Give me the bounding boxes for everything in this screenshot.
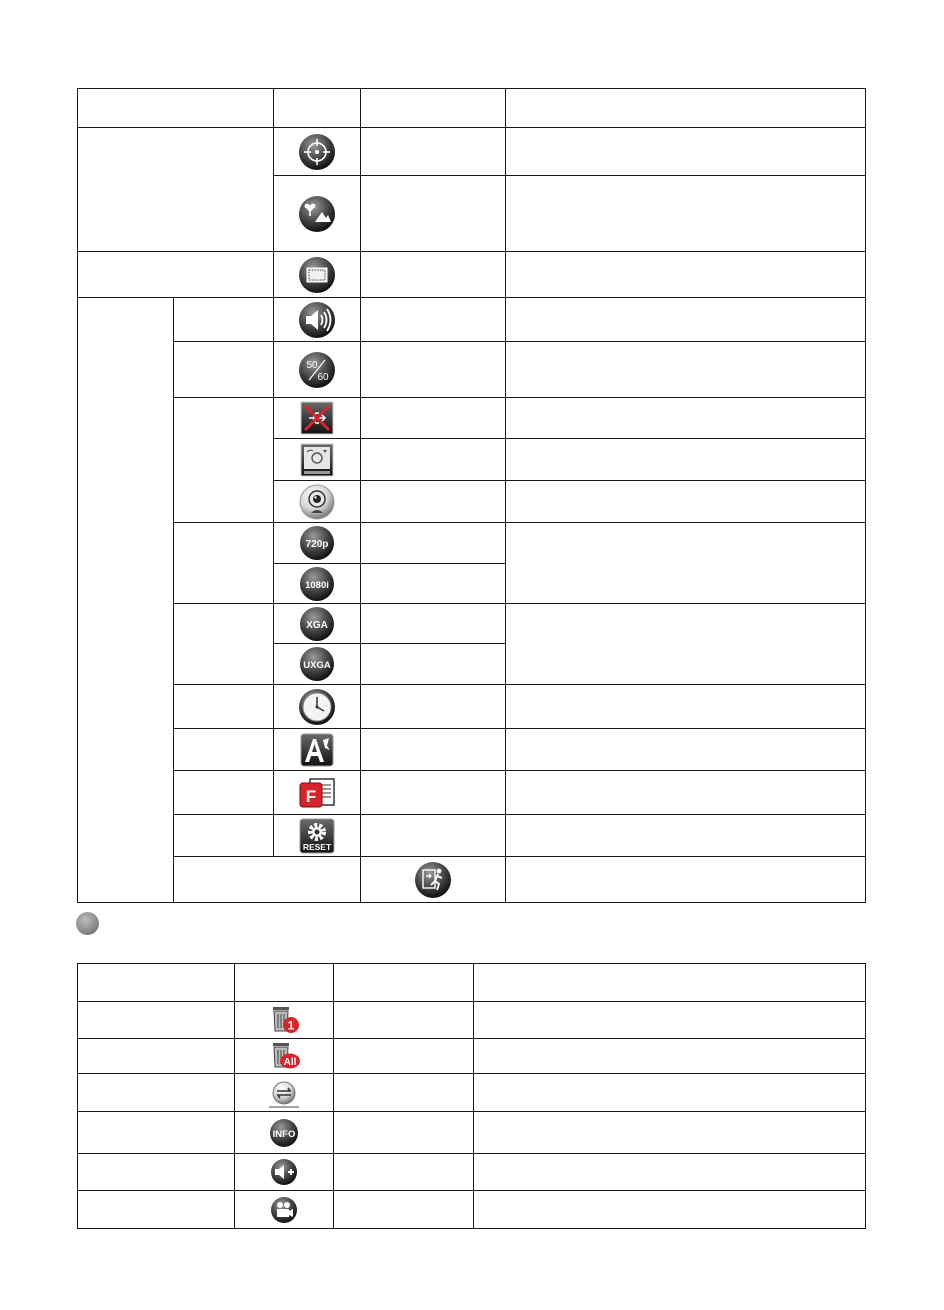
header-cell [235, 964, 334, 1002]
name-cell [361, 604, 506, 644]
function-cell [78, 1074, 235, 1112]
icon-cell [274, 523, 361, 564]
name-cell [361, 771, 506, 815]
svg-text:F: F [305, 786, 317, 806]
function-cell [78, 1039, 235, 1074]
screen-frame-icon[interactable] [297, 255, 337, 295]
icon-cell [235, 1074, 334, 1112]
description-cell [474, 1002, 866, 1039]
table-row [78, 685, 866, 729]
svg-text:1080i: 1080i [305, 579, 329, 591]
description-cell [506, 342, 866, 398]
description-cell [506, 685, 866, 729]
header-cell [78, 964, 235, 1002]
table-row [78, 398, 866, 439]
icon-cell [235, 1191, 334, 1229]
name-cell [334, 1039, 474, 1074]
icon-cell [235, 1002, 334, 1039]
description-cell [506, 298, 866, 342]
delete-all-icon[interactable] [267, 1041, 301, 1071]
table-row [78, 252, 866, 298]
description-cell [506, 815, 866, 857]
header-cell [78, 89, 274, 128]
icon-cell [274, 252, 361, 298]
subcategory-cell [174, 604, 274, 685]
description-cell [506, 176, 866, 252]
menu-function-table [77, 88, 866, 903]
name-cell [506, 857, 866, 903]
tv-1080i-icon[interactable] [298, 566, 336, 602]
svg-text:XGA: XGA [306, 619, 328, 631]
description-cell [474, 1191, 866, 1229]
description-cell [506, 128, 866, 176]
table-row [78, 298, 866, 342]
name-cell [361, 815, 506, 857]
icon-cell [274, 298, 361, 342]
icon-cell [274, 729, 361, 771]
function-cell [78, 1002, 235, 1039]
table-row [78, 1039, 866, 1074]
description-cell [474, 1112, 866, 1154]
svg-text:INFO: INFO [272, 1128, 296, 1140]
table-row [78, 1002, 866, 1039]
category-cell [78, 128, 274, 252]
category-cell [174, 857, 361, 903]
table-row [78, 128, 866, 176]
description-cell [506, 439, 866, 481]
vga-uxga-icon[interactable] [298, 646, 336, 682]
svg-text:All: All [283, 1057, 297, 1068]
subcategory-cell [174, 298, 274, 342]
subcategory-cell [174, 342, 274, 398]
icon-cell [274, 398, 361, 439]
playback-function-table [77, 963, 866, 1229]
usb-disabled-icon[interactable] [299, 400, 335, 436]
description-cell [506, 604, 866, 685]
svg-text:50: 50 [306, 359, 318, 371]
function-cell [78, 1154, 235, 1191]
name-cell [361, 644, 506, 685]
table-row [78, 1112, 866, 1154]
name-cell [361, 176, 506, 252]
table-header-row [78, 89, 866, 128]
icon-cell [274, 176, 361, 252]
icon-cell [235, 1039, 334, 1074]
name-cell [334, 1074, 474, 1112]
subcategory-cell [174, 685, 274, 729]
table-row [78, 729, 866, 771]
table-row [78, 523, 866, 564]
function-cell [78, 1191, 235, 1229]
name-cell [361, 128, 506, 176]
volume-icon[interactable] [267, 1157, 301, 1187]
table-row [78, 604, 866, 644]
description-cell [506, 398, 866, 439]
header-cell [274, 89, 361, 128]
svg-text:60: 60 [317, 371, 329, 383]
icon-cell [274, 644, 361, 685]
svg-text:720p: 720p [305, 539, 329, 550]
format-icon[interactable] [298, 775, 336, 811]
name-cell [361, 685, 506, 729]
tv-720p-icon[interactable] [298, 525, 336, 561]
table-row [78, 342, 866, 398]
header-cell [334, 964, 474, 1002]
delete-one-icon[interactable] [267, 1005, 301, 1035]
table-row [78, 771, 866, 815]
subcategory-cell [174, 398, 274, 523]
description-cell [506, 252, 866, 298]
name-cell [334, 1002, 474, 1039]
icon-cell [274, 564, 361, 604]
category-cell [78, 252, 274, 298]
name-cell [361, 342, 506, 398]
language-icon[interactable] [299, 732, 335, 768]
name-cell [361, 729, 506, 771]
category-cell [78, 298, 174, 903]
icon-cell [235, 1154, 334, 1191]
header-cell [474, 964, 866, 1002]
macro-flower-mountain-icon[interactable] [297, 194, 337, 234]
name-cell [361, 481, 506, 523]
table-header-row [78, 964, 866, 1002]
subcategory-cell [174, 815, 274, 857]
icon-cell [274, 604, 361, 644]
icon-cell [274, 685, 361, 729]
icon-cell [235, 1112, 334, 1154]
clock-icon[interactable] [297, 687, 337, 727]
vga-xga-icon[interactable] [298, 606, 336, 642]
description-cell [506, 481, 866, 523]
table-row [78, 857, 866, 903]
svg-text:RESET: RESET [302, 841, 332, 852]
description-cell [474, 1154, 866, 1191]
subcategory-cell [174, 771, 274, 815]
frequency-50-60-icon[interactable] [297, 350, 337, 390]
movie-camera-icon[interactable] [267, 1195, 301, 1225]
description-cell [506, 523, 866, 604]
table-row [78, 1074, 866, 1112]
name-cell [361, 439, 506, 481]
description-cell [506, 771, 866, 815]
exit-running-man-icon[interactable] [413, 860, 453, 900]
name-cell [361, 523, 506, 564]
target-crosshair-icon[interactable] [297, 132, 337, 172]
header-cell [506, 89, 866, 128]
description-cell [474, 1074, 866, 1112]
function-cell [78, 1112, 235, 1154]
rotate-icon[interactable] [267, 1078, 301, 1108]
icon-cell [361, 857, 506, 903]
table-row [78, 1154, 866, 1191]
name-cell [334, 1154, 474, 1191]
name-cell [361, 564, 506, 604]
name-cell [361, 252, 506, 298]
speaker-volume-icon[interactable] [297, 300, 337, 340]
section-bullet-icon [76, 912, 99, 935]
name-cell [334, 1191, 474, 1229]
description-cell [474, 1039, 866, 1074]
icon-cell [274, 342, 361, 398]
header-cell [361, 89, 506, 128]
subcategory-cell [174, 523, 274, 604]
reset-gear-icon[interactable] [298, 818, 336, 854]
subcategory-cell [174, 729, 274, 771]
info-icon[interactable] [267, 1117, 301, 1149]
table-row [78, 815, 866, 857]
name-cell [361, 298, 506, 342]
name-cell [334, 1112, 474, 1154]
icon-cell [274, 439, 361, 481]
svg-text:1: 1 [287, 1018, 295, 1033]
svg-text:UXGA: UXGA [303, 660, 331, 671]
name-cell [361, 398, 506, 439]
webcam-icon[interactable] [298, 483, 336, 521]
icon-cell [274, 815, 361, 857]
description-cell [506, 729, 866, 771]
icon-cell [274, 128, 361, 176]
usb-storage-icon[interactable] [299, 442, 335, 478]
icon-cell [274, 481, 361, 523]
table-row [78, 1191, 866, 1229]
icon-cell [274, 771, 361, 815]
